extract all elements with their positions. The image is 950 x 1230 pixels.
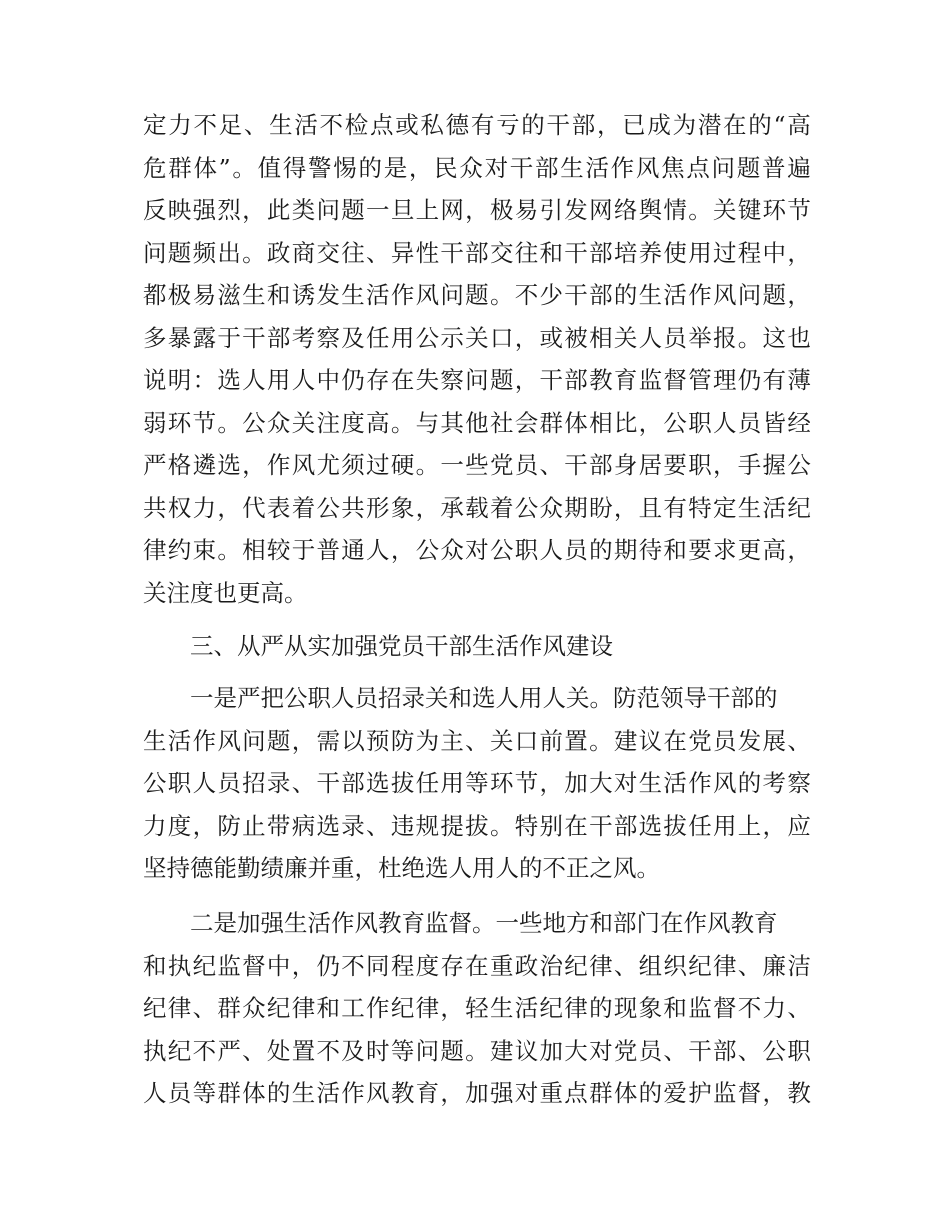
paragraph-line: 生 活 作 风 问 题 ， 需 以 预 防 为 主 、 关 口 前 置 。 建 议 在 党 员 发 展 、 — [143, 727, 811, 755]
paragraph-line-first: 二是加强生活作风教育监督。一些地方和部门在作风教育 — [190, 909, 778, 937]
paragraph-line: 执 纪 不 严 、 处 置 不 及 时 等 问 题 。 建 议 加 大 对 党 员 、 干 部 、 公 职 — [143, 1037, 811, 1065]
paragraph-line: 和 执 纪 监 督 中 ， 仍 不 同 程 度 存 在 重 政 治 纪 律 、 组 织 纪 律 、 廉 洁 — [143, 952, 811, 980]
paragraph-line: 问 题 频 出 。 政 商 交 往 、 异 性 干 部 交 往 和 干 部 培 养 使 用 过 程 中 ， — [143, 239, 811, 267]
paragraph-line: 弱 环 节 。 公 众 关 注 度 高 。 与 其 他 社 会 群 体 相 比 ， 公 职 人 员 皆 经 — [143, 409, 811, 437]
paragraph-line: 反 映 强 烈 ， 此 类 问 题 一 旦 上 网 ， 极 易 引 发 网 络 舆 情 。 关 键 环 节 — [143, 196, 811, 224]
paragraph-line: 严 格 遴 选 ， 作 风 尤 须 过 硬 。 一 些 党 员 、 干 部 身 居 要 职 ， 手 握 公 — [143, 451, 811, 479]
paragraph-line: 危 群 体 ” 。 值 得 警 惕 的 是 ， 民 众 对 干 部 生 活 作 风 焦 点 问 题 普 遍 — [143, 154, 811, 182]
paragraph-line: 纪 律 、 群 众 纪 律 和 工 作 纪 律 ， 轻 生 活 纪 律 的 现 象 和 监 督 不 力 、 — [143, 994, 811, 1022]
paragraph-line-last: 关注度也更高。 — [143, 579, 308, 607]
paragraph-line: 力 度 ， 防 止 带 病 选 录 、 违 规 提 拔 。 特 别 在 干 部 选 拔 任 用 上 ， 应 — [143, 812, 811, 840]
paragraph-line-first: 一是严把公职人员招录关和选人用人关。防范领导干部的 — [190, 684, 778, 712]
paragraph-line: 说 明 ： 选 人 用 人 中 仍 存 在 失 察 问 题 ， 干 部 教 育 监 督 管 理 仍 有 薄 — [143, 366, 811, 394]
paragraph-line: 共 权 力 ， 代 表 着 公 共 形 象 ， 承 载 着 公 众 期 盼 ， 且 有 特 定 生 活 纪 — [143, 494, 811, 522]
paragraph-line: 人 员 等 群 体 的 生 活 作 风 教 育 ， 加 强 对 重 点 群 体 的 爱 护 监 督 ， 教 — [143, 1079, 811, 1107]
paragraph-line-last: 坚持德能勤绩廉并重，杜绝选人用人的不正之风。 — [143, 854, 660, 882]
section-heading: 三、从严从实加强党员干部生活作风建设 — [190, 632, 613, 660]
paragraph-line: 定 力 不 足 、 生 活 不 检 点 或 私 德 有 亏 的 干 部 ， 已 成 为 潜 在 的 “ 高 — [143, 111, 811, 139]
paragraph-line: 都 极 易 滋 生 和 诱 发 生 活 作 风 问 题 。 不 少 干 部 的 生 活 作 风 问 题 ， — [143, 281, 811, 309]
paragraph-line: 多 暴 露 于 干 部 考 察 及 任 用 公 示 关 口 ， 或 被 相 关 人 员 举 报 。 这 也 — [143, 324, 811, 352]
paragraph-line: 公 职 人 员 招 录 、 干 部 选 拔 任 用 等 环 节 ， 加 大 对 生 活 作 风 的 考 察 — [143, 769, 811, 797]
paragraph-line: 律 约 束 。 相 较 于 普 通 人 ， 公 众 对 公 职 人 员 的 期 待 和 要 求 更 高 ， — [143, 536, 811, 564]
